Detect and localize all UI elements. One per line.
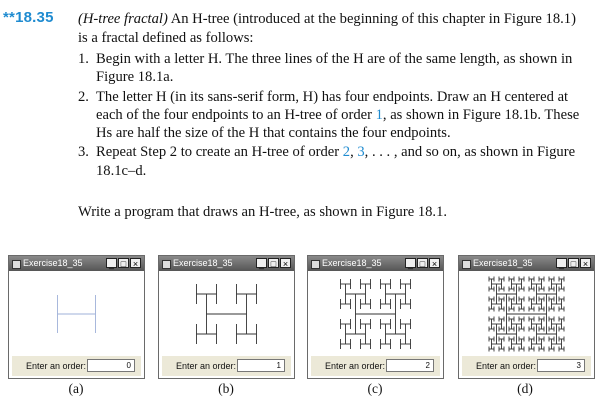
window-d (458, 255, 595, 379)
caption-c: (c) (367, 381, 383, 396)
intro-paragraph (78, 10, 584, 47)
input-panel (162, 356, 291, 376)
title-bar[interactable] (459, 256, 594, 271)
input-panel (311, 356, 440, 376)
order-label: Enter an order: (325, 361, 386, 371)
title-bar[interactable] (159, 256, 294, 271)
app-icon (12, 260, 21, 269)
window-title: Exercise18_35 (173, 258, 233, 268)
maximize-button[interactable]: □ (568, 258, 579, 268)
order-label: Enter an order: (176, 361, 237, 371)
step-text: The letter H (in its sans-serif form, H) has four endpoints. Draw an H centered at each of the four endpoints to an H-tree of order (96, 88, 569, 123)
minimize-button[interactable]: _ (256, 258, 267, 268)
order-label: Enter an order: (476, 361, 537, 371)
caption-a: (a) (68, 381, 84, 396)
window-title: Exercise18_35 (473, 258, 533, 268)
step-text: Repeat Step 2 to create an H-tree of order (96, 144, 343, 161)
close-button[interactable]: × (130, 258, 141, 268)
htree-canvas (462, 274, 591, 353)
minimize-button[interactable]: _ (106, 258, 117, 268)
htree-canvas (311, 274, 440, 353)
close-button[interactable]: × (280, 258, 291, 268)
window-b (158, 255, 295, 379)
order-input[interactable]: 0 (87, 359, 135, 372)
close-button[interactable]: × (429, 258, 440, 268)
order-input[interactable]: 2 (386, 359, 434, 372)
step-text: , . . . , and so on, as shown in Figure 18.1c–d. (96, 144, 576, 179)
intro-text: An H-tree (introduced at the beginning of this chapter in Figure 18.1) is a fractal defined as follows: (78, 11, 576, 46)
htree-canvas (162, 274, 291, 353)
order-label: Enter an order: (26, 361, 87, 371)
order-input[interactable]: 1 (237, 359, 285, 372)
minimize-button[interactable]: _ (556, 258, 567, 268)
exercise-title: (H-tree fractal) (78, 11, 168, 27)
caption-b: (b) (218, 381, 234, 396)
window-a (8, 255, 145, 379)
step-text: , as shown in Figure 18.1b. These Hs are half the size of the H that contains the four endpoints. (96, 106, 580, 142)
minimize-button[interactable]: _ (405, 258, 416, 268)
window-c (307, 255, 444, 379)
title-bar[interactable] (9, 256, 144, 271)
step-3 (78, 143, 586, 180)
step-1 (78, 50, 586, 87)
step-2 (78, 88, 586, 143)
htree-canvas (12, 274, 141, 353)
caption-d: (d) (517, 381, 533, 396)
order-value: 2 (342, 144, 351, 161)
close-button[interactable]: × (580, 258, 591, 268)
order-input[interactable]: 3 (537, 359, 585, 372)
steps-list (78, 50, 586, 181)
step-number: 1. (78, 51, 89, 67)
step-text: , (350, 144, 358, 161)
step-number: 3. (78, 144, 89, 161)
input-panel (462, 356, 591, 376)
window-title: Exercise18_35 (23, 258, 83, 268)
title-bar[interactable] (308, 256, 443, 271)
step-text: Begin with a letter H. The three lines of the H are of the same length, as shown in Figure 18.1a. (96, 51, 573, 86)
order-value: 3 (357, 144, 365, 161)
app-icon (162, 260, 171, 269)
closing-paragraph: Write a program that draws an H-tree, as shown in Figure 18.1. (78, 204, 448, 220)
maximize-button[interactable]: □ (268, 258, 279, 268)
step-number: 2. (78, 88, 89, 105)
app-icon (462, 260, 471, 269)
window-title: Exercise18_35 (322, 258, 382, 268)
exercise-number: **18.35 (3, 9, 54, 26)
maximize-button[interactable]: □ (417, 258, 428, 268)
order-value: 1 (375, 106, 383, 123)
app-icon (311, 260, 320, 269)
input-panel (12, 356, 141, 376)
maximize-button[interactable]: □ (118, 258, 129, 268)
